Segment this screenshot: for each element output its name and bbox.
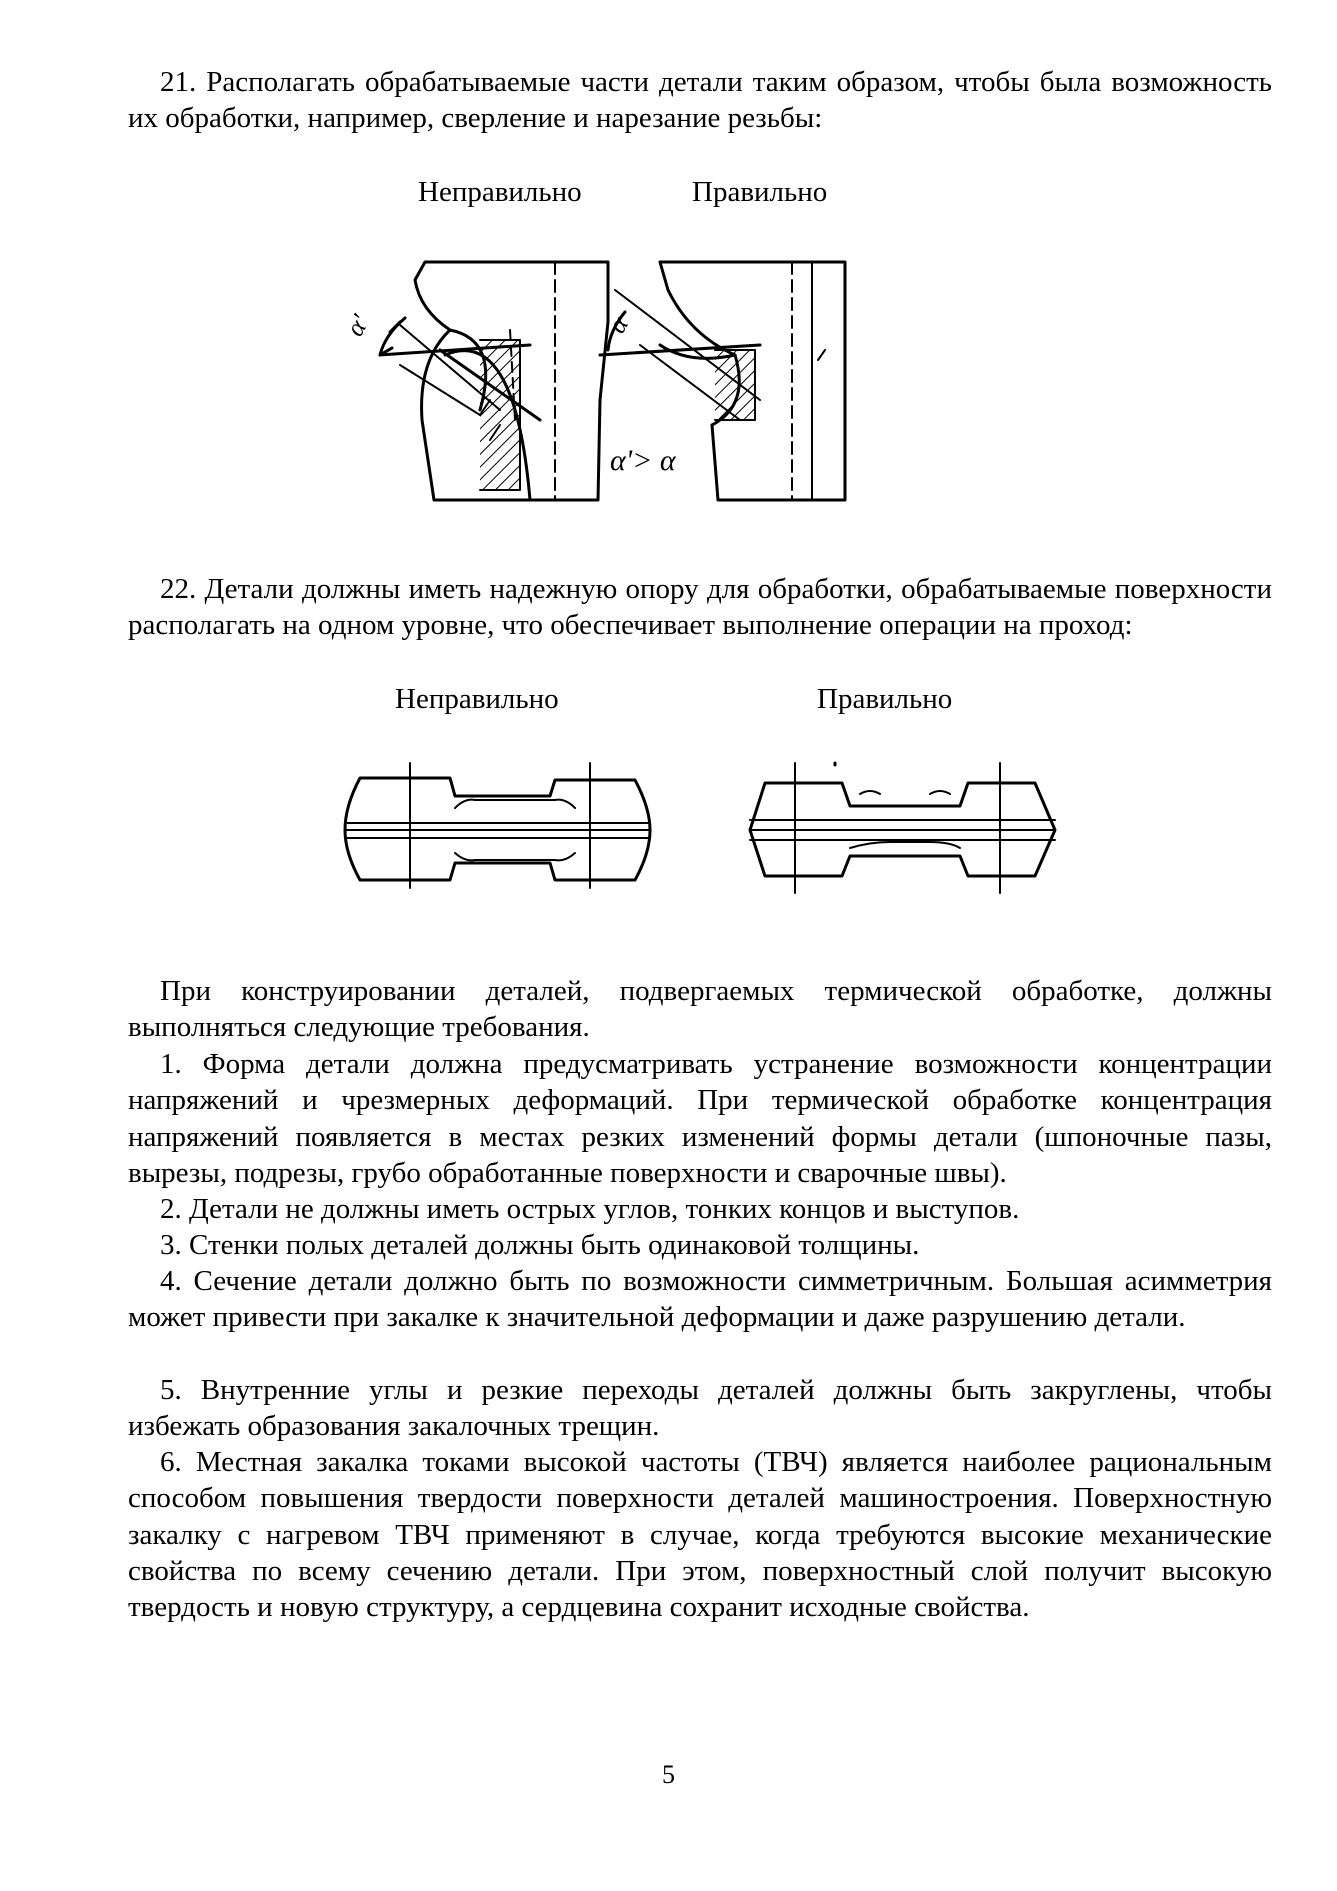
heat-item-1: 1. Форма детали должна предусматривать устранение возможности концентрации напряжений и чрезмерных деформаций. При термической обработке концентрация напряжений появляется в местах резких изменений формы детали (шпоночные пазы, вырезы, подрезы, грубо обработанные поверхности и сварочные швы). [128, 1048, 1272, 1189]
alpha-relation-label: α'> α [610, 444, 676, 477]
alpha-prime-label: α' [340, 309, 375, 341]
item-22-text: 22. Детали должны иметь надежную опору для обработки, обрабатываемые поверхности располагать на одном уровне, что обеспечивает выполнение операции на проход: [128, 573, 1272, 642]
heat-item-5: 5. Внутренние углы и резкие переходы деталей должны быть закруглены, чтобы избежать образования закалочных трещин. [128, 1374, 1272, 1443]
heat-intro: При конструировании деталей, подвергаемых термической обработке, должны выполняться следующие требования. [128, 975, 1272, 1044]
item-21-label-right: Правильно [692, 176, 828, 208]
item-22-label-right: Правильно [817, 683, 953, 715]
alpha-label: α [602, 311, 635, 338]
item-21-label-wrong: Неправильно [418, 176, 582, 208]
heat-item-2: 2. Детали не должны иметь острых углов, тонких концов и выступов. [160, 1193, 1020, 1225]
right-part-drawing [750, 763, 1055, 893]
wrong-part-drawing [380, 262, 608, 500]
item-21-text: 21. Располагать обрабатываемые части детали таким образом, чтобы была возможность их обработки, например, сверление и нарезание резьбы: [128, 66, 1272, 135]
item-22-support-figure [330, 758, 1065, 898]
item-21-drilling-figure [340, 250, 880, 515]
item-22-label-wrong: Неправильно [395, 683, 559, 715]
heat-item-3: 3. Стенки полых деталей должны быть одинаковой толщины. [160, 1229, 920, 1261]
heat-item-4: 4. Сечение детали должно быть по возможности симметричным. Большая асимметрия может привести при закалке к значительной деформации и даже разрушению детали. [128, 1265, 1272, 1334]
wrong-part-drawing [345, 763, 650, 888]
page-number: 5 [662, 1760, 675, 1789]
heat-item-6: 6. Местная закалка токами высокой частоты (ТВЧ) является наиболее рациональным способом повышения твердости поверхности деталей машиностроения. Поверхностную закалку с нагревом ТВЧ применяют в случае, когда требуются высокие механические свойства по всему сечению детали. При этом, поверхностный слой получит высокую твердость и новую структуру, а сердцевина сохранит исходные свойства. [128, 1446, 1272, 1624]
